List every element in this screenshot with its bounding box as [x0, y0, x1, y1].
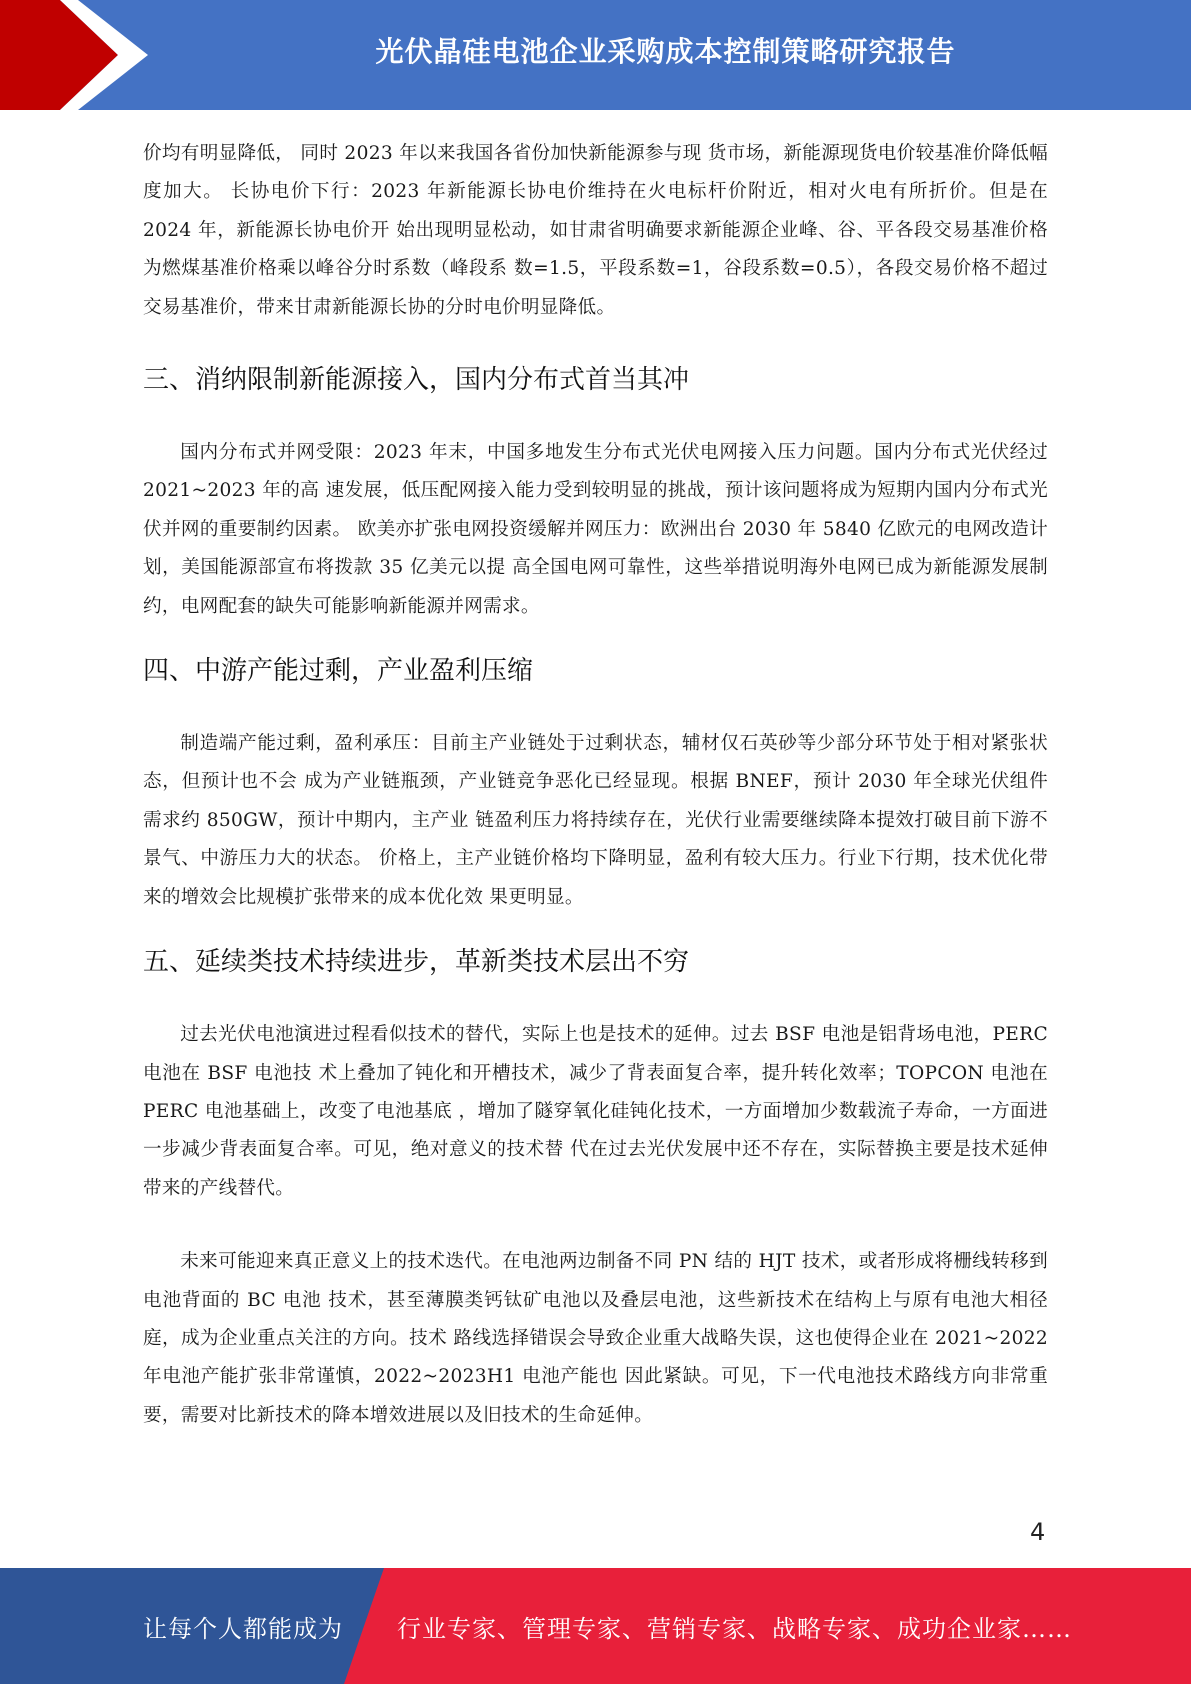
- section-heading-3: 三、消纳限制新能源接入，国内分布式首当其冲: [143, 365, 690, 396]
- section-heading-5: 五、延续类技术持续进步，革新类技术层出不穷: [143, 947, 690, 978]
- red-chevron-icon: [0, 0, 160, 110]
- paragraph-tech-future: 未来可能迎来真正意义上的技术迭代。在电池两边制备不同 PN 结的 HJT 技术，或者形成将栅线转移到电池背面的 BC 电池 技术，甚至薄膜类钙钛矿电池以及叠层电池，这些新技术在结构上与原有电池大相径庭，成为企业重点关注的方向。技术 路线选择错误会导致企业重大战略失误，这也使得企业在 2021~2022 年电池产能扩张非常谨慎，2022~2023H1 电池产能也 因此紧缺。可见，下一代电池技术路线方向非常重要，需要对比新技术的降本增效进展以及旧技术的生命延伸。: [143, 1251, 1048, 1426]
- footer-slogan-right: 行业专家、管理专家、营销专家、战略专家、成功企业家……: [397, 1614, 1072, 1643]
- page-number: 4: [1030, 1518, 1046, 1546]
- paragraph-tech-history: 过去光伏电池演进过程看似技术的替代，实际上也是技术的延伸。过去 BSF 电池是铝背场电池，PERC 电池在 BSF 电池技 术上叠加了钝化和开槽技术，减少了背表面复合率，提升转化效率；TOPCON 电池在 PERC 电池基础上，改变了电池基底 ，增加了隧穿氧化硅钝化技术，一方面增加少数载流子寿命，一方面进一步减少背表面复合率。可见，绝对意义的技术替 代在过去光伏发展中还不存在，实际替换主要是技术延伸带来的产线替代。: [143, 1024, 1048, 1199]
- paragraph-price: 价均有明显降低， 同时 2023 年以来我国各省份加快新能源参与现 货市场，新能源现货电价较基准价降低幅度加大。 长协电价下行：2023 年新能源长协电价维持在火电标杆价附近，相对火电有所折价。但是在 2024 年，新能源长协电价开 始出现明显松动，如甘肃省明确要求新能源企业峰、谷、平各段交易基准价格为燃煤基准价格乘以峰谷分时系数（峰段系 数=1.5，平段系数=1，谷段系数=0.5），各段交易价格不超过交易基准价，带来甘肃新能源长协的分时电价明显降低。: [143, 143, 1048, 318]
- paragraph-grid: 国内分布式并网受限：2023 年末，中国多地发生分布式光伏电网接入压力问题。国内分布式光伏经过 2021~2023 年的高 速发展，低压配网接入能力受到较明显的挑战，预计该问题将成为短期内国内分布式光伏并网的重要制约因素。 欧美亦扩张电网投资缓解并网压力：欧洲出台 2030 年 5840 亿欧元的电网改造计划，美国能源部宣布将拨款 35 亿美元以提 高全国电网可靠性，这些举措说明海外电网已成为新能源发展制约，电网配套的缺失可能影响新能源并网需求。: [143, 442, 1048, 617]
- paragraph-capacity: 制造端产能过剩，盈利承压：目前主产业链处于过剩状态，辅材仅石英砂等少部分环节处于相对紧张状态，但预计也不会 成为产业链瓶颈，产业链竞争恶化已经显现。根据 BNEF，预计 2030 年全球光伏组件需求约 850GW，预计中期内，主产业 链盈利压力将持续存在，光伏行业需要继续降本提效打破目前下游不景气、中游压力大的状态。 价格上，主产业链价格均下降明显，盈利有较大压力。行业下行期，技术优化带来的增效会比规模扩张带来的成本优化效 果更明显。: [143, 733, 1048, 908]
- report-title: 光伏晶硅电池企业采购成本控制策略研究报告: [375, 35, 956, 68]
- page-footer: [0, 1568, 1191, 1684]
- section-heading-4: 四、中游产能过剩，产业盈利压缩: [143, 656, 534, 687]
- page-header: [0, 0, 1191, 110]
- footer-slogan-left: 让每个人都能成为: [143, 1614, 343, 1643]
- document-body: [143, 135, 1048, 1435]
